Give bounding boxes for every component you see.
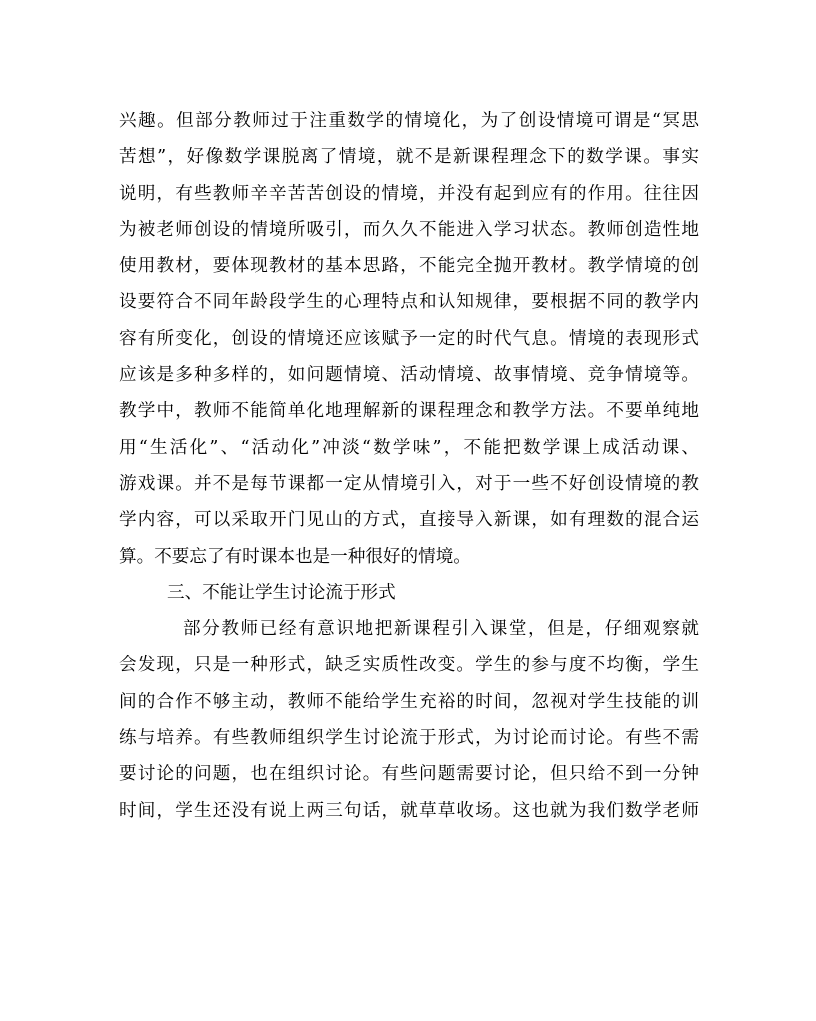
paragraph-line: 算。不要忘了有时课本也是一种很好的情境。 [119,546,471,567]
paragraph-line: 练与培养。有些教师组织学生讨论流于形式，为讨论而讨论。有些不需 [119,728,699,749]
section-heading: 三、不能让学生讨论流于形式 [167,582,396,603]
paragraph-line: 游戏课。并不是每节课都一定从情境引入，对于一些不好创设情境的教 [119,473,699,494]
paragraph-line: 应该是多种多样的，如问题情境、活动情境、故事情境、竞争情境等。 [119,365,699,386]
paragraph-line: 会发现，只是一种形式，缺乏实质性改变。学生的参与度不均衡，学生 [119,655,699,676]
paragraph-line: 用“生活化”、“活动化”冲淡“数学味”，不能把数学课上成活动课、 [119,437,699,458]
paragraph-line: 设要符合不同年龄段学生的心理特点和认知规律，要根据不同的教学内 [119,292,699,313]
paragraph-line: 教学中，教师不能简单化地理解新的课程理念和教学方法。不要单纯地 [119,401,699,422]
paragraph-line: 说明，有些教师辛辛苦苦创设的情境，并没有起到应有的作用。往往因 [119,183,699,204]
paragraph-line: 为被老师创设的情境所吸引，而久久不能进入学习状态。教师创造性地 [119,219,699,240]
paragraph-line: 苦想”，好像数学课脱离了情境，就不是新课程理念下的数学课。事实 [119,147,699,168]
paragraph-line: 学内容，可以采取开门见山的方式，直接导入新课，如有理数的混合运 [119,510,699,531]
paragraph-line: 间的合作不够主动，教师不能给学生充裕的时间，忽视对学生技能的训 [119,691,699,712]
paragraph-line: 容有所变化，创设的情境还应该赋予一定的时代气息。情境的表现形式 [119,328,699,349]
paragraph-line: 兴趣。但部分教师过于注重数学的情境化，为了创设情境可谓是“冥思 [119,111,699,131]
paragraph-line: 部分教师已经有意识地把新课程引入课堂，但是，仔细观察就 [183,619,699,640]
body-text [119,103,699,829]
paragraph-line: 时间，学生还没有说上两三句话，就草草收场。这也就为我们数学老师 [119,800,699,821]
paragraph-line: 要讨论的问题，也在组织讨论。有些问题需要讨论，但只给不到一分钟 [119,764,699,785]
paragraph-line: 使用教材，要体现教材的基本思路，不能完全抛开教材。教学情境的创 [119,256,699,277]
